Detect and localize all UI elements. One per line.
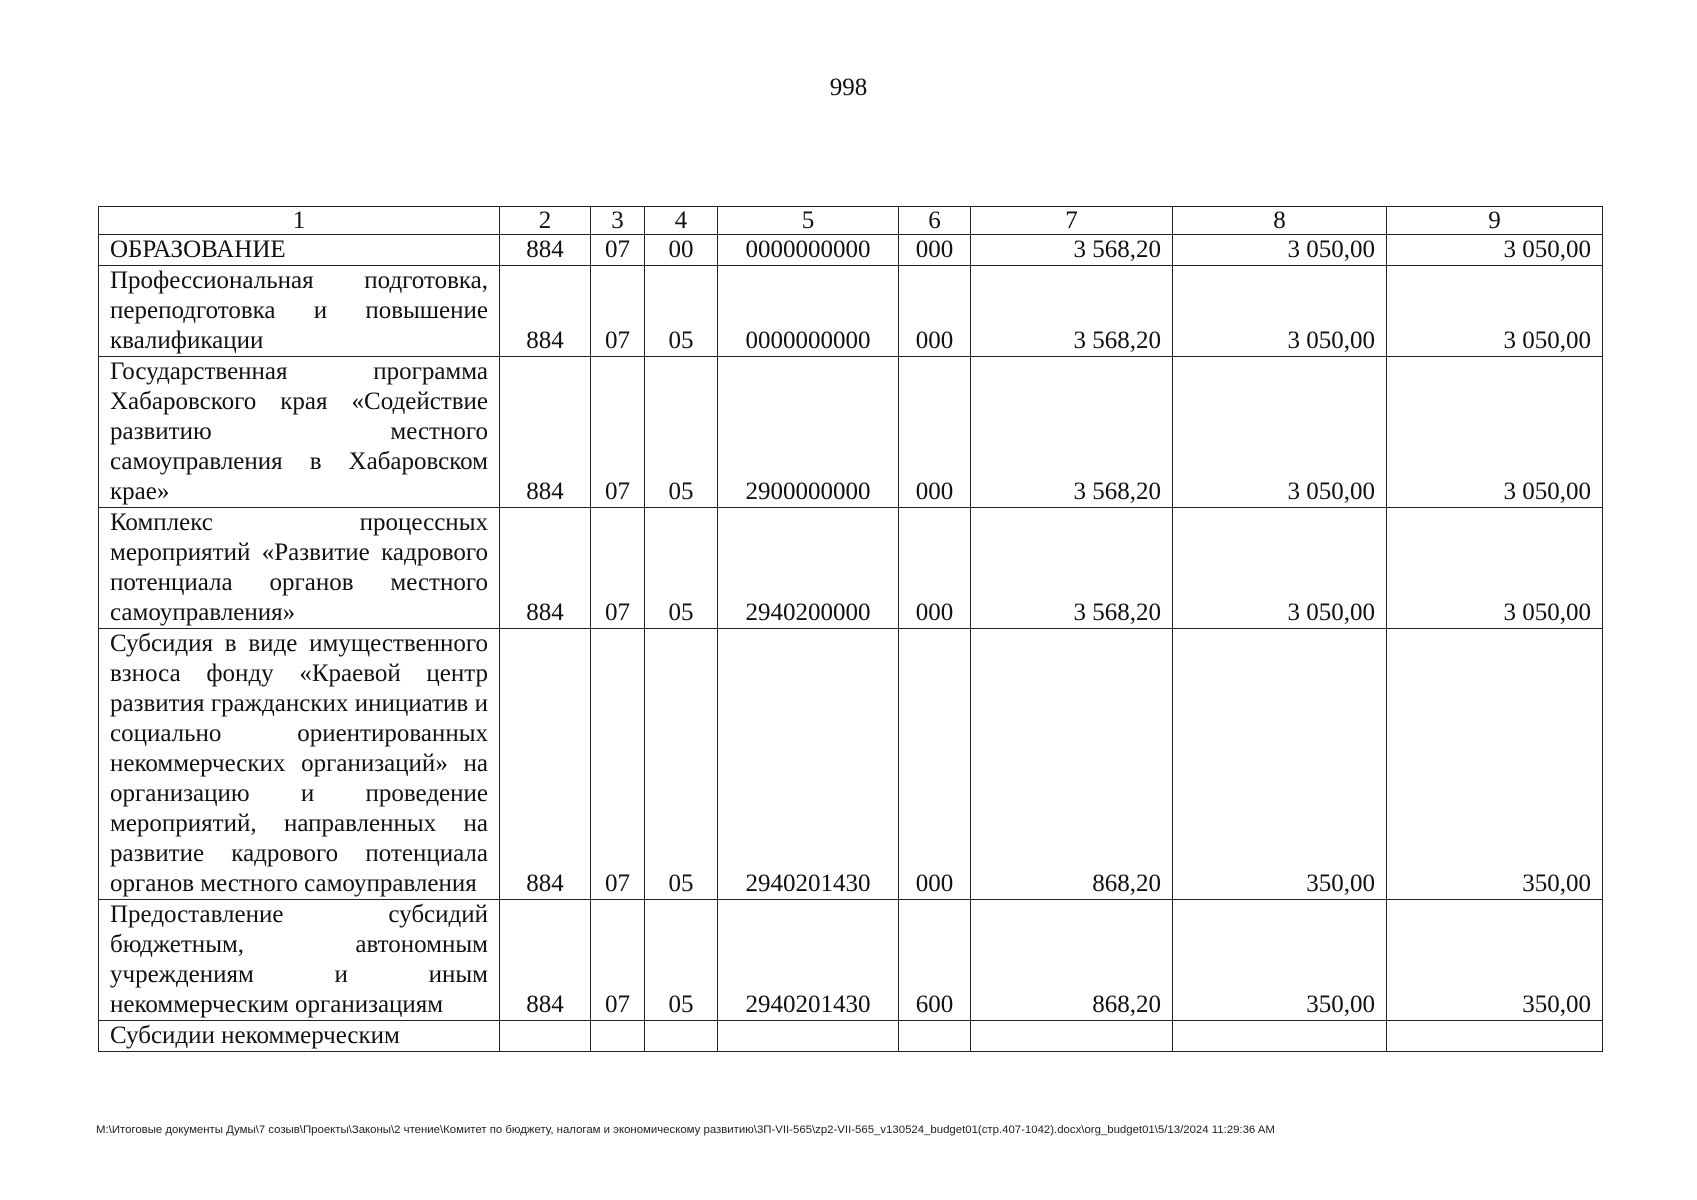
amount-cell: 3 050,00	[1387, 266, 1603, 357]
expense-type-cell: 000	[899, 357, 971, 508]
ministry-code-cell: 884	[500, 266, 591, 357]
amount-cell: 350,00	[1173, 629, 1387, 900]
budget-table	[98, 206, 1603, 1052]
amount-cell: 3 050,00	[1173, 235, 1387, 266]
table-row	[99, 900, 1603, 1021]
column-header: 2	[500, 207, 591, 235]
column-header: 1	[99, 207, 500, 235]
amount-cell: 350,00	[1387, 629, 1603, 900]
column-header: 4	[645, 207, 718, 235]
file-path-footer: M:\Итоговые документы Думы\7 созыв\Проекты\Законы\2 чтение\Комитет по бюджету, налогам и экономическому развитию\3П-VII-565\zp2-VII-565_v130524_budget01(стр.407-1042).docx\org_budget01\5/13/2024 11:29:36 AM	[96, 1124, 1275, 1136]
section-cell: 07	[591, 235, 645, 266]
ministry-code-cell: 884	[500, 508, 591, 629]
page-number: 998	[829, 74, 868, 101]
expense-type-cell: 000	[899, 266, 971, 357]
amount-cell: 868,20	[971, 629, 1173, 900]
amount-cell	[971, 1021, 1173, 1052]
expense-type-cell: 000	[899, 629, 971, 900]
target-article-cell: 2940201430	[718, 629, 899, 900]
expense-type-cell	[899, 1021, 971, 1052]
table-row	[99, 357, 1603, 508]
row-name-cell: Профессиональная подготовка, переподготовка и повышение квалификации	[99, 266, 500, 357]
amount-cell: 3 050,00	[1173, 266, 1387, 357]
amount-cell: 3 050,00	[1173, 357, 1387, 508]
table-row	[99, 235, 1603, 266]
row-name-cell: ОБРАЗОВАНИЕ	[99, 235, 500, 266]
amount-cell: 3 050,00	[1387, 508, 1603, 629]
ministry-code-cell	[500, 1021, 591, 1052]
column-header: 8	[1173, 207, 1387, 235]
table-row	[99, 266, 1603, 357]
section-cell: 07	[591, 266, 645, 357]
amount-cell: 868,20	[971, 900, 1173, 1021]
column-header: 3	[591, 207, 645, 235]
column-header: 9	[1387, 207, 1603, 235]
column-header: 7	[971, 207, 1173, 235]
table-header-row	[99, 207, 1603, 235]
target-article-cell: 2940200000	[718, 508, 899, 629]
table-row	[99, 1021, 1603, 1052]
ministry-code-cell: 884	[500, 629, 591, 900]
amount-cell: 3 568,20	[971, 508, 1173, 629]
column-header: 5	[718, 207, 899, 235]
subsection-cell: 05	[645, 508, 718, 629]
amount-cell: 3 568,20	[971, 235, 1173, 266]
amount-cell: 350,00	[1387, 900, 1603, 1021]
target-article-cell: 0000000000	[718, 235, 899, 266]
table-row	[99, 629, 1603, 900]
ministry-code-cell: 884	[500, 900, 591, 1021]
amount-cell	[1387, 1021, 1603, 1052]
amount-cell	[1173, 1021, 1387, 1052]
target-article-cell: 0000000000	[718, 266, 899, 357]
target-article-cell: 2900000000	[718, 357, 899, 508]
amount-cell: 3 050,00	[1387, 235, 1603, 266]
section-cell: 07	[591, 357, 645, 508]
table-row	[99, 508, 1603, 629]
section-cell: 07	[591, 508, 645, 629]
subsection-cell: 00	[645, 235, 718, 266]
ministry-code-cell: 884	[500, 357, 591, 508]
ministry-code-cell: 884	[500, 235, 591, 266]
row-name-cell: Предоставление субсидий бюджетным, автономным учреждениям и иным некоммерческим организациям	[99, 900, 500, 1021]
column-header: 6	[899, 207, 971, 235]
target-article-cell: 2940201430	[718, 900, 899, 1021]
target-article-cell	[718, 1021, 899, 1052]
amount-cell: 3 568,20	[971, 357, 1173, 508]
subsection-cell	[645, 1021, 718, 1052]
amount-cell: 3 050,00	[1173, 508, 1387, 629]
expense-type-cell: 000	[899, 508, 971, 629]
subsection-cell: 05	[645, 900, 718, 1021]
amount-cell: 350,00	[1173, 900, 1387, 1021]
expense-type-cell: 000	[899, 235, 971, 266]
subsection-cell: 05	[645, 629, 718, 900]
section-cell: 07	[591, 629, 645, 900]
row-name-cell: Субсидии некоммерческим	[99, 1021, 500, 1052]
expense-type-cell: 600	[899, 900, 971, 1021]
section-cell	[591, 1021, 645, 1052]
row-name-cell: Комплекс процессных мероприятий «Развитие кадрового потенциала органов местного самоуправления»	[99, 508, 500, 629]
row-name-cell: Субсидия в виде имущественного взноса фонду «Краевой центр развития гражданских инициатив и социально ориентированных некоммерческих организаций» на организацию и проведение мероприятий, направленных на развитие кадрового потенциала органов местного самоуправления	[99, 629, 500, 900]
amount-cell: 3 568,20	[971, 266, 1173, 357]
subsection-cell: 05	[645, 357, 718, 508]
amount-cell: 3 050,00	[1387, 357, 1603, 508]
row-name-cell: Государственная программа Хабаровского края «Содействие развитию местного самоуправления в Хабаровском крае»	[99, 357, 500, 508]
section-cell: 07	[591, 900, 645, 1021]
subsection-cell: 05	[645, 266, 718, 357]
